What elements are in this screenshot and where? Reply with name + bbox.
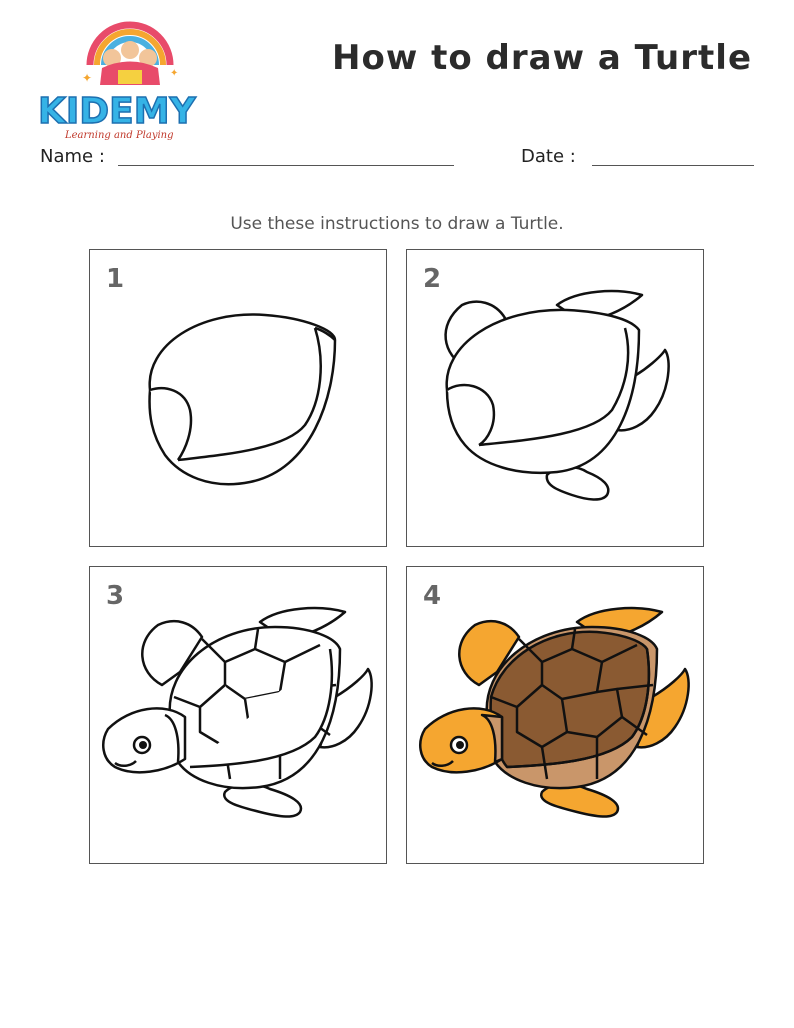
step-3-drawing — [90, 567, 388, 865]
step-4-drawing — [407, 567, 705, 865]
kidemy-logo — [30, 10, 210, 140]
logo-graphic — [30, 10, 210, 140]
step-panel-4 — [406, 566, 704, 864]
name-field[interactable] — [118, 165, 454, 166]
step-number: 2 — [423, 264, 442, 294]
step-number: 1 — [106, 264, 125, 294]
name-label: Name : — [40, 146, 105, 167]
svg-text:✦: ✦ — [170, 68, 179, 79]
step-number: 4 — [423, 581, 442, 611]
step-panel-2 — [406, 249, 704, 547]
date-field[interactable] — [592, 165, 754, 166]
step-2-drawing — [407, 250, 705, 548]
logo-tagline: Learning and Playing — [65, 130, 174, 140]
instructions-text: Use these instructions to draw a Turtle. — [230, 214, 564, 234]
logo-wordmark: KIDEMY — [38, 91, 196, 132]
step-number: 3 — [106, 581, 125, 611]
step-panel-3 — [89, 566, 387, 864]
page-title: How to draw a Turtle — [332, 38, 752, 78]
svg-text:✦: ✦ — [82, 71, 93, 85]
date-label: Date : — [521, 146, 576, 167]
step-panel-1 — [89, 249, 387, 547]
step-1-drawing — [90, 250, 388, 548]
